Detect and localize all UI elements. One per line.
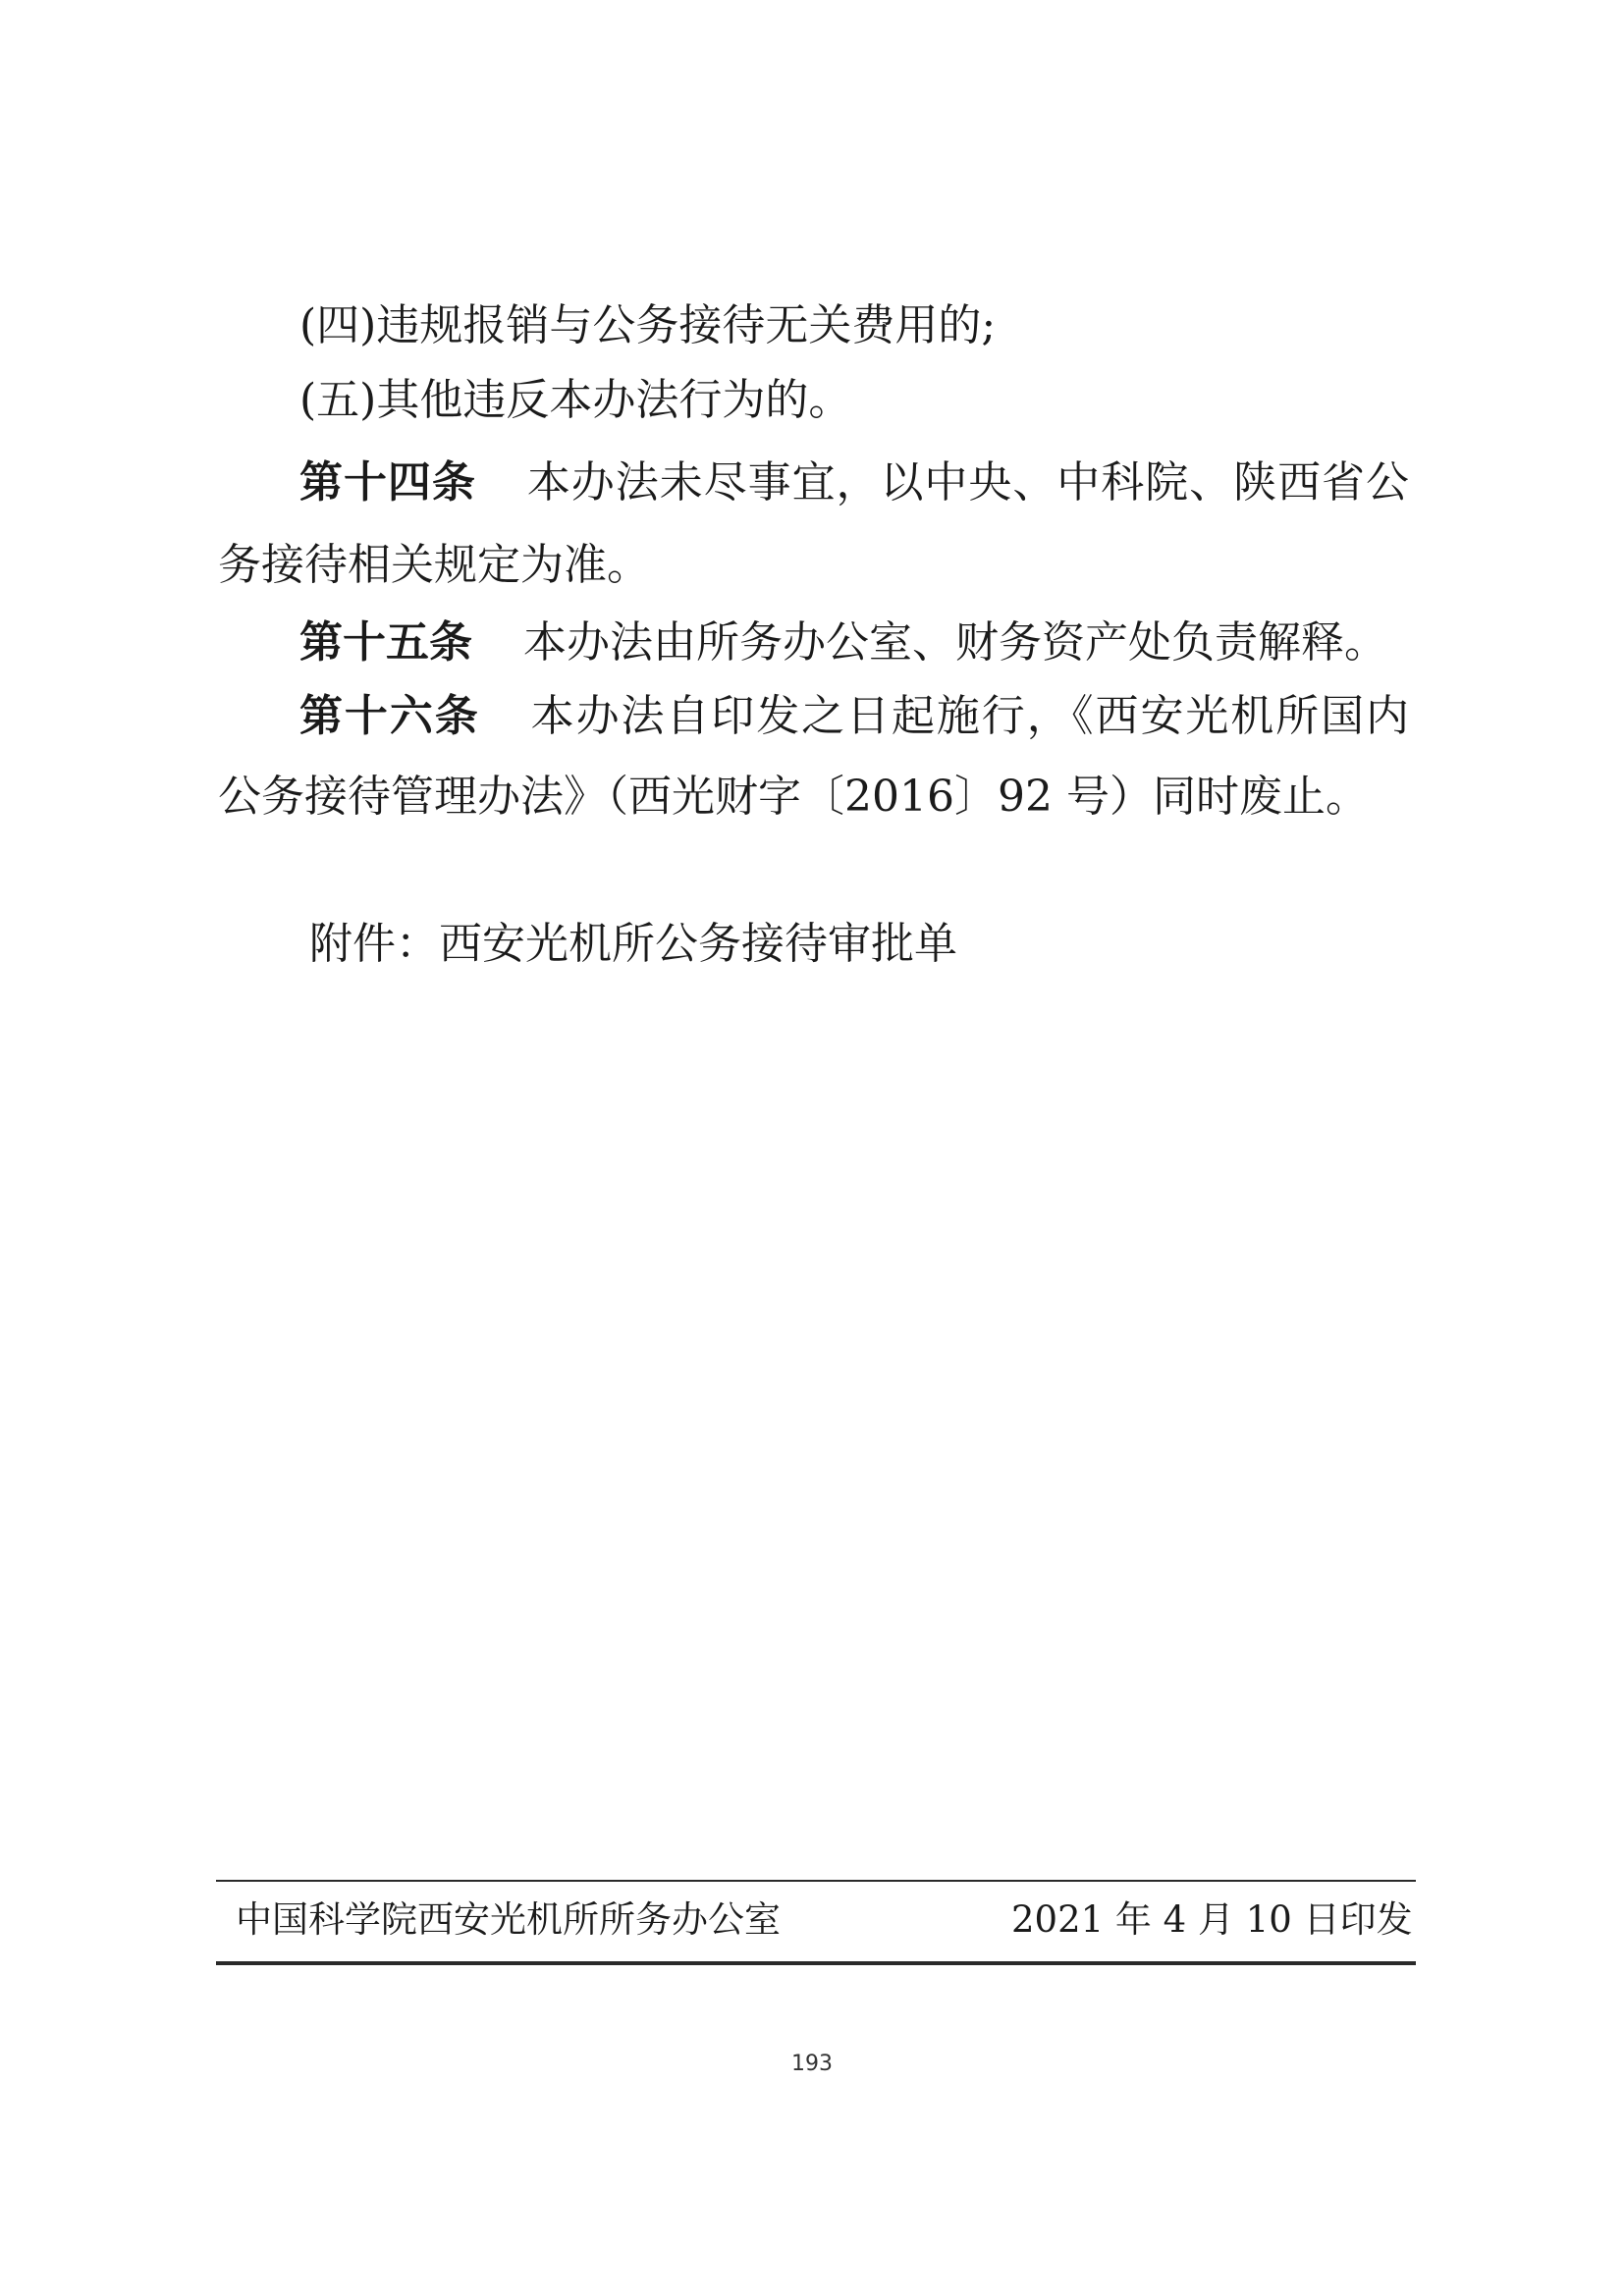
article-16-label: 第十六条 xyxy=(299,691,480,741)
footer-top-rule xyxy=(216,1880,1416,1882)
item-four-text: (四)违规报销与公务接待无关费用的; xyxy=(299,300,997,350)
article-16-text-2: 公务接待管理办法》（西光财字〔2016〕92 号）同时废止。 xyxy=(218,772,1369,822)
attachment-text: 附件：西安光机所公务接待审批单 xyxy=(309,919,957,969)
footer-issuer: 中国科学院西安光机所所务办公室 xyxy=(236,1898,781,1941)
article-15-text: 本办法由所务办公室、财务资产处负责解释。 xyxy=(523,617,1387,667)
attachment-line xyxy=(309,915,957,974)
item-five xyxy=(299,371,1409,430)
article-14-line-1 xyxy=(299,454,1409,512)
article-14-label: 第十四条 xyxy=(299,457,476,507)
item-five-text: (五)其他违反本办法行为的。 xyxy=(299,375,852,425)
article-14-text-1: 本办法未尽事宜，以中央、中科院、陕西省公 xyxy=(526,457,1410,507)
item-four xyxy=(299,296,1409,355)
article-14-line-2 xyxy=(218,536,1416,595)
article-16-text-1: 本办法自印发之日起施行，《西安光机所国内 xyxy=(530,691,1410,741)
footer-bottom-rule xyxy=(216,1961,1416,1965)
article-16-line-2 xyxy=(218,768,1416,827)
footer-date: 2021 年 4 月 10 日印发 xyxy=(1011,1898,1413,1941)
article-16-line-1 xyxy=(299,687,1409,746)
article-15 xyxy=(299,614,1409,672)
article-15-label: 第十五条 xyxy=(299,617,472,667)
article-14-text-2: 务接待相关规定为准。 xyxy=(218,540,650,590)
page-number: 193 xyxy=(791,2052,833,2076)
